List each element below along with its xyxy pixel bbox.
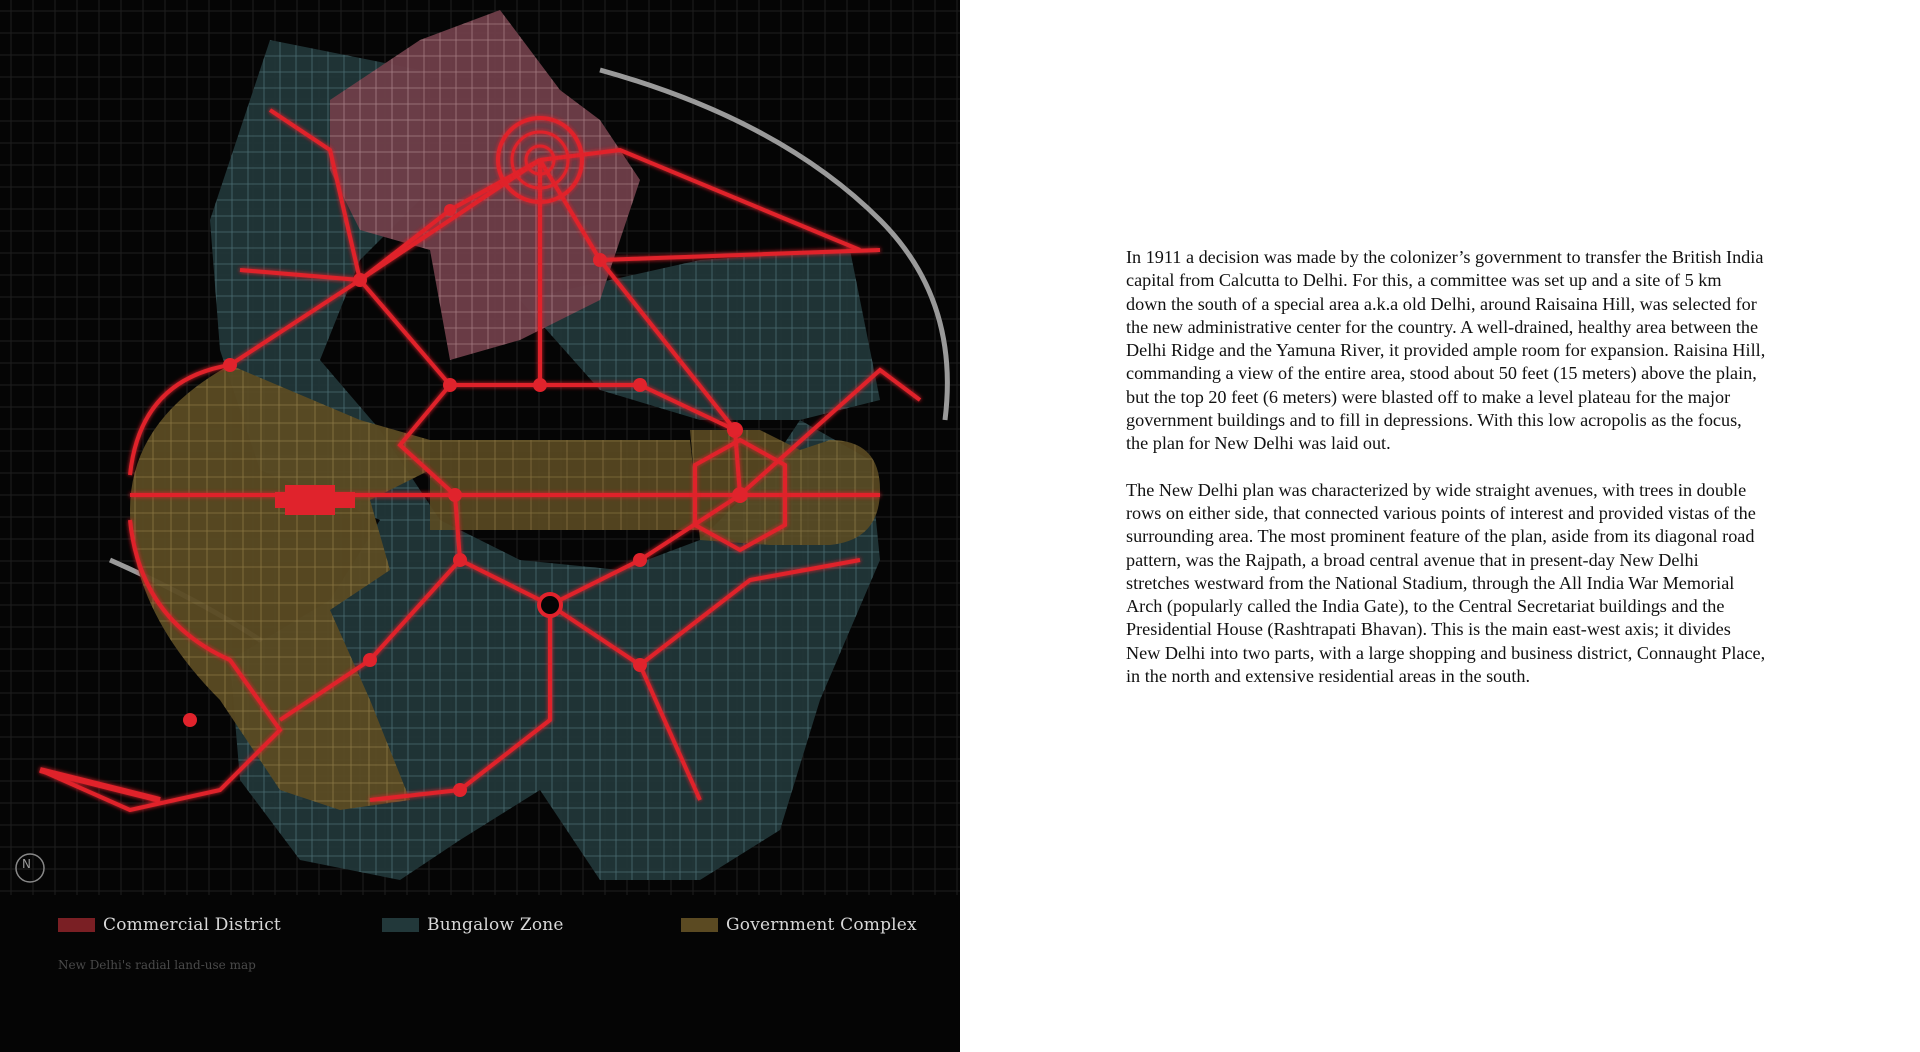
map-caption: New Delhi's radial land-use map [58, 958, 256, 972]
legend-item-bungalow [382, 915, 564, 935]
map-legend [0, 895, 960, 1052]
map-svg [0, 0, 960, 895]
bungalow-swatch [382, 918, 419, 932]
compass-label: N [22, 857, 31, 871]
legend-item-government [681, 915, 917, 935]
legend-label-government: Government Complex [726, 915, 917, 935]
legend-item-commercial [58, 915, 281, 935]
rajpath-axis-zone [430, 440, 700, 530]
paragraph-plan: The New Delhi plan was characterized by wide straight avenues, with trees in double rows on either side, that connected various points of interest and provided vistas of the surrounding area. The most prominent feature of the plan, aside from its diagonal road pattern, was the Rajpath, a broad central avenue that in present-day New Delhi stretches westward from the National Stadium, through the All India War Memorial Arch (popularly called the India Gate), to the Central Secretariat buildings and the Presidential House (Rashtrapati Bhavan). This is the main east-west axis; it divides New Delhi into two parts, with a large shopping and business district, Connaught Place, in the north and extensive residential areas in the south. [1126, 479, 1766, 687]
government-swatch [681, 918, 718, 932]
legend-label-commercial: Commercial District [103, 915, 281, 935]
commercial-swatch [58, 918, 95, 932]
land-use-map [0, 0, 960, 895]
article-text [1126, 246, 1766, 711]
legend-label-bungalow: Bungalow Zone [427, 915, 564, 935]
paragraph-history: In 1911 a decision was made by the colonizer’s government to transfer the British India capital from Calcutta to Delhi. For this, a committee was set up and a site of 5 km down the south of a special area a.k.a old Delhi, around Raisaina Hill, was selected for the new administrative center for the country. A well-drained, healthy area between the Delhi Ridge and the Yamuna River, it provided ample room for expansion. Raisina Hill, commanding a view of the entire area, stood about 50 feet (15 meters) above the plain, but the top 20 feet (6 meters) were blasted off to make a level plateau for the major government buildings and to fill in depressions. With this low acropolis as the focus, the plan for New Delhi was laid out. [1126, 247, 1766, 454]
